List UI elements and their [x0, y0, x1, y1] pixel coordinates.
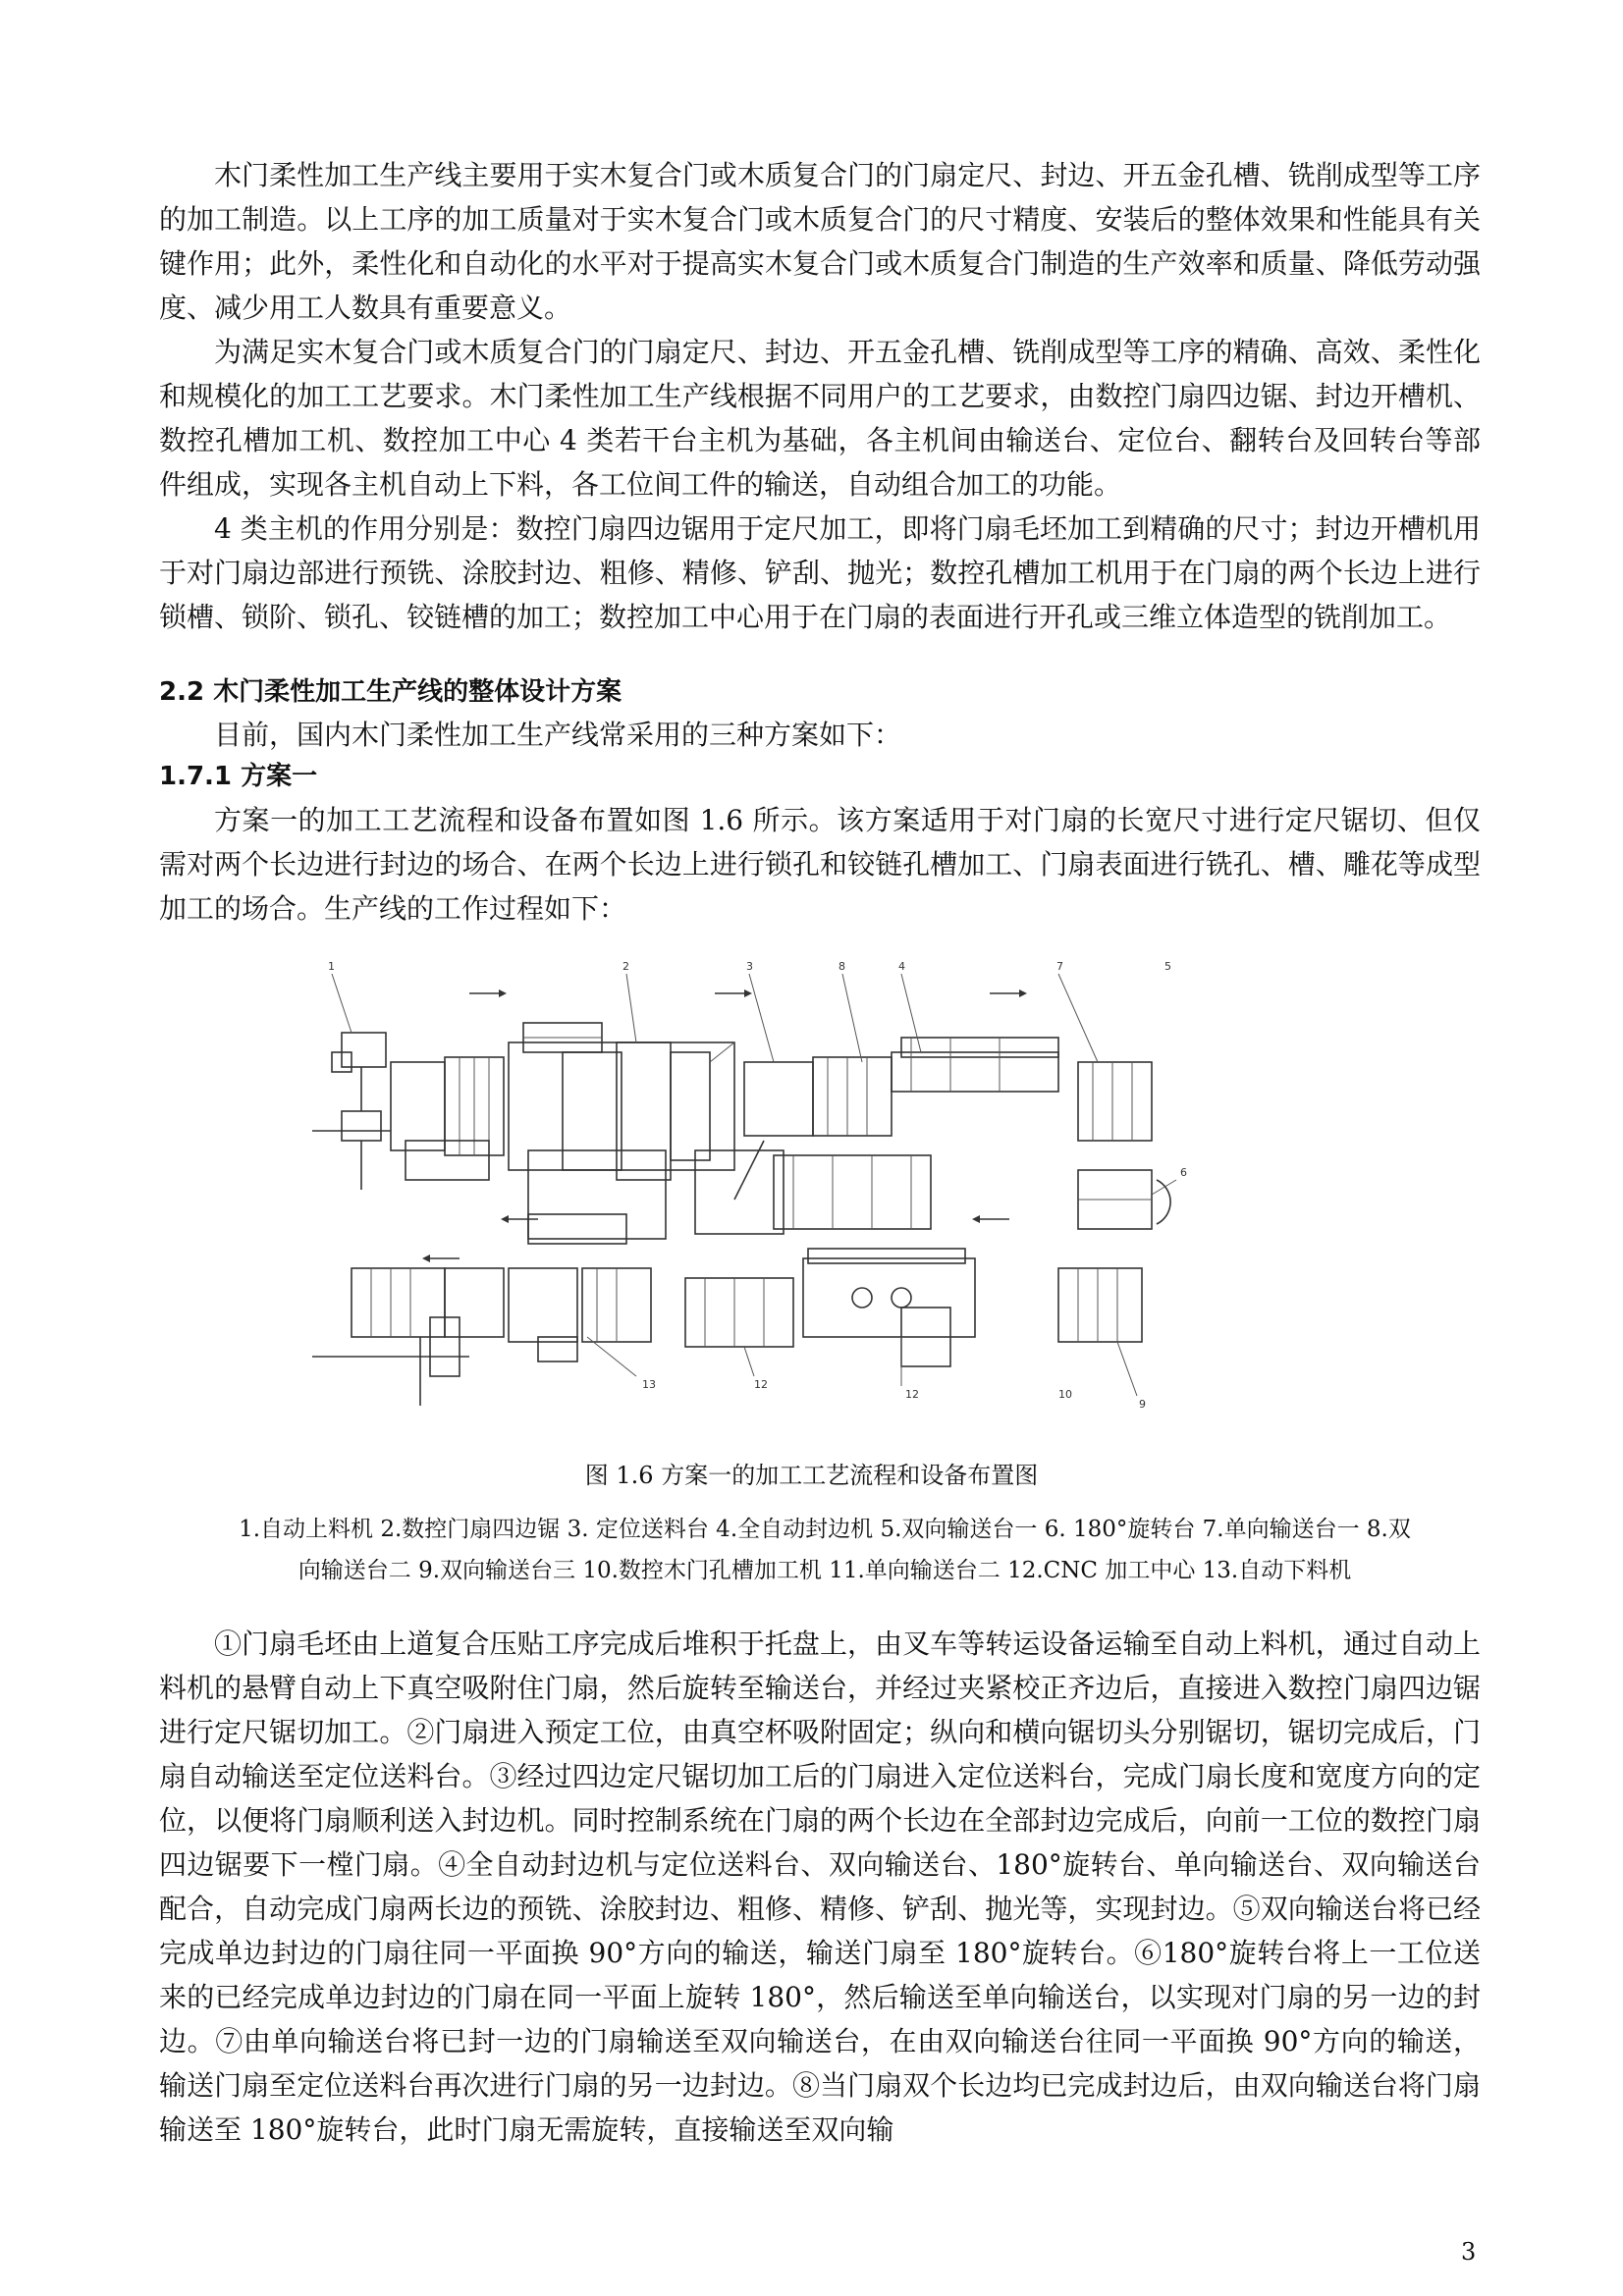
bidirectional-conveyor-three: [509, 1268, 651, 1376]
callout-9: 9: [1139, 1398, 1146, 1411]
paragraph-workflow: ①门扇毛坯由上道复合压贴工序完成后堆积于托盘上，由叉车等转运设备运输至自动上料机，通过自动上料机的悬臂自动上下真空吸附住门扇，然后旋转至输送台，并经过夹紧校正齐边后，直接进入数控门扇四边锯进行定尺锯切加工。②门扇进入预定工位，由真空杯吸附固定；纵向和横向锯切头分别锯切，锯切完成后，门扇自动输送至定位送料台。③经过四边定尺锯切加工后的门扇进入定位送料台，完成门扇长度和宽度方向的定位，以便将门扇顺利送入封边机。同时控制系统在门扇的两个长边在全部封边完成后，向前一工位的数控门扇四边锯要下一樘门扇。④全自动封边机与定位送料台、双向输送台、180°旋转台、单向输送台、双向输送台配合，自动完成门扇两长边的预铣、涂胶封边、粗修、精修、铲刮、抛光等，实现封边。⑤双向输送台将已经完成单边封边的门扇往同一平面换 90°方向的输送，输送门扇至 180°旋转台。⑥180°旋转台将上一工位送来的已经完成单边封边的门扇在同一平面上旋转 180°，然后输送至单向输送台，以实现对门扇的另一边的封边。⑦由单向输送台将已封一边的门扇输送至双向输送台，在由双向输送台往同一平面换 90°方向的输送，输送门扇至定位送料台再次进行门扇的另一边封边。⑧当门扇双个长边均已完成封边后，由双向输送台将门扇输送至 180°旋转台，此时门扇无需旋转，直接输送至双向输: [159, 1628, 1481, 2146]
figure-legend-line-2: 向输送台二 9.双向输送台三 10.数控木门孔槽加工机 11.单向输送台二 12.CNC 加工中心 13.自动下料机: [298, 1558, 1352, 1583]
layout-drawing: [312, 944, 1335, 1415]
unidirectional-conveyor-two: [685, 1278, 793, 1376]
callout-12b: 12: [905, 1388, 919, 1401]
positioning-feeder: [744, 974, 892, 1136]
subsection-heading: 1.7.1 方案一: [159, 762, 318, 791]
paragraph-host-machines: 4 类主机的作用分别是：数控门扇四边锯用于定尺加工，即将门扇毛坯加工到精确的尺寸；封边开槽机用于对门扇边部进行预铣、涂胶封边、粗修、精修、铲刮、抛光；数控孔槽加工机用于在门扇的两个长边上进行锁槽、锁阶、锁孔、铰链槽的加工；数控加工中心用于在门扇的表面进行开孔或三维立体造型的铣削加工。: [159, 512, 1481, 633]
callout-5: 5: [1164, 960, 1171, 973]
callout-labels: [328, 960, 1187, 1411]
figure-caption: 图 1.6 方案一的加工工艺流程和设备布置图: [584, 1462, 1039, 1489]
middle-conveyors: [528, 1141, 931, 1244]
equipment-layout-figure: [312, 944, 1335, 1415]
edge-bander: [842, 974, 1058, 1092]
door-hole-machine: [803, 1249, 975, 1386]
callout-6: 6: [1180, 1166, 1187, 1179]
callout-4: 4: [898, 960, 905, 973]
auto-loader: [312, 974, 391, 1190]
callout-10: 10: [1058, 1388, 1072, 1401]
bidirectional-conveyor-one: [1058, 974, 1152, 1141]
paragraph-scheme-one: 方案一的加工工艺流程和设备布置如图 1.6 所示。该方案适用于对门扇的长宽尺寸进行定尺锯切、但仅需对两个长边进行封边的场合、在两个长边上进行锁孔和铰链孔槽加工、门扇表面进行铣孔、槽、雕花等成型加工的场合。生产线的工作过程如下：: [159, 804, 1481, 925]
bidirectional-conveyor-two: [1058, 1268, 1142, 1396]
paragraph-intro: 木门柔性加工生产线主要用于实木复合门或木质复合门的门扇定尺、封边、开五金孔槽、铣削成型等工序的加工制造。以上工序的加工质量对于实木复合门或木质复合门的尺寸精度、安装后的整体效果和性能具有关键作用；此外，柔性化和自动化的水平对于提高实木复合门或木质复合门制造的生产效率和质量、降低劳动强度、减少用工人数具有重要意义。: [159, 159, 1481, 324]
callout-8: 8: [839, 960, 845, 973]
four-side-saw: [509, 974, 734, 1180]
callout-3: 3: [746, 960, 753, 973]
section-heading: 2.2 木门柔性加工生产线的整体设计方案: [159, 677, 622, 707]
page-number: 3: [1461, 2238, 1477, 2266]
callout-7: 7: [1056, 960, 1063, 973]
conveyor-a: [391, 1057, 504, 1180]
cnc-center: [312, 1268, 504, 1406]
callout-2: 2: [622, 960, 629, 973]
callout-1: 1: [328, 960, 335, 973]
callout-12a: 12: [754, 1378, 768, 1391]
paragraph-schemes-intro: 目前，国内木门柔性加工生产线常采用的三种方案如下：: [214, 719, 902, 751]
rotary-table: [1078, 1170, 1176, 1229]
paragraph-requirements: 为满足实木复合门或木质复合门的门扇定尺、封边、开五金孔槽、铣削成型等工序的精确、高效、柔性化和规模化的加工工艺要求。木门柔性加工生产线根据不同用户的工艺要求，由数控门扇四边锯、封边开槽机、数控孔槽加工机、数控加工中心 4 类若干台主机为基础，各主机间由输送台、定位台、翻转台及回转台等部件组成，实现各主机自动上下料，各工位间工件的输送，自动组合加工的功能。: [159, 336, 1481, 501]
figure-legend-line-1: 1.自动上料机 2.数控门扇四边锯 3. 定位送料台 4.全自动封边机 5.双向输送台一 6. 180°旋转台 7.单向输送台一 8.双: [239, 1517, 1411, 1542]
flow-arrows: [422, 989, 1027, 1262]
callout-13: 13: [642, 1378, 656, 1391]
